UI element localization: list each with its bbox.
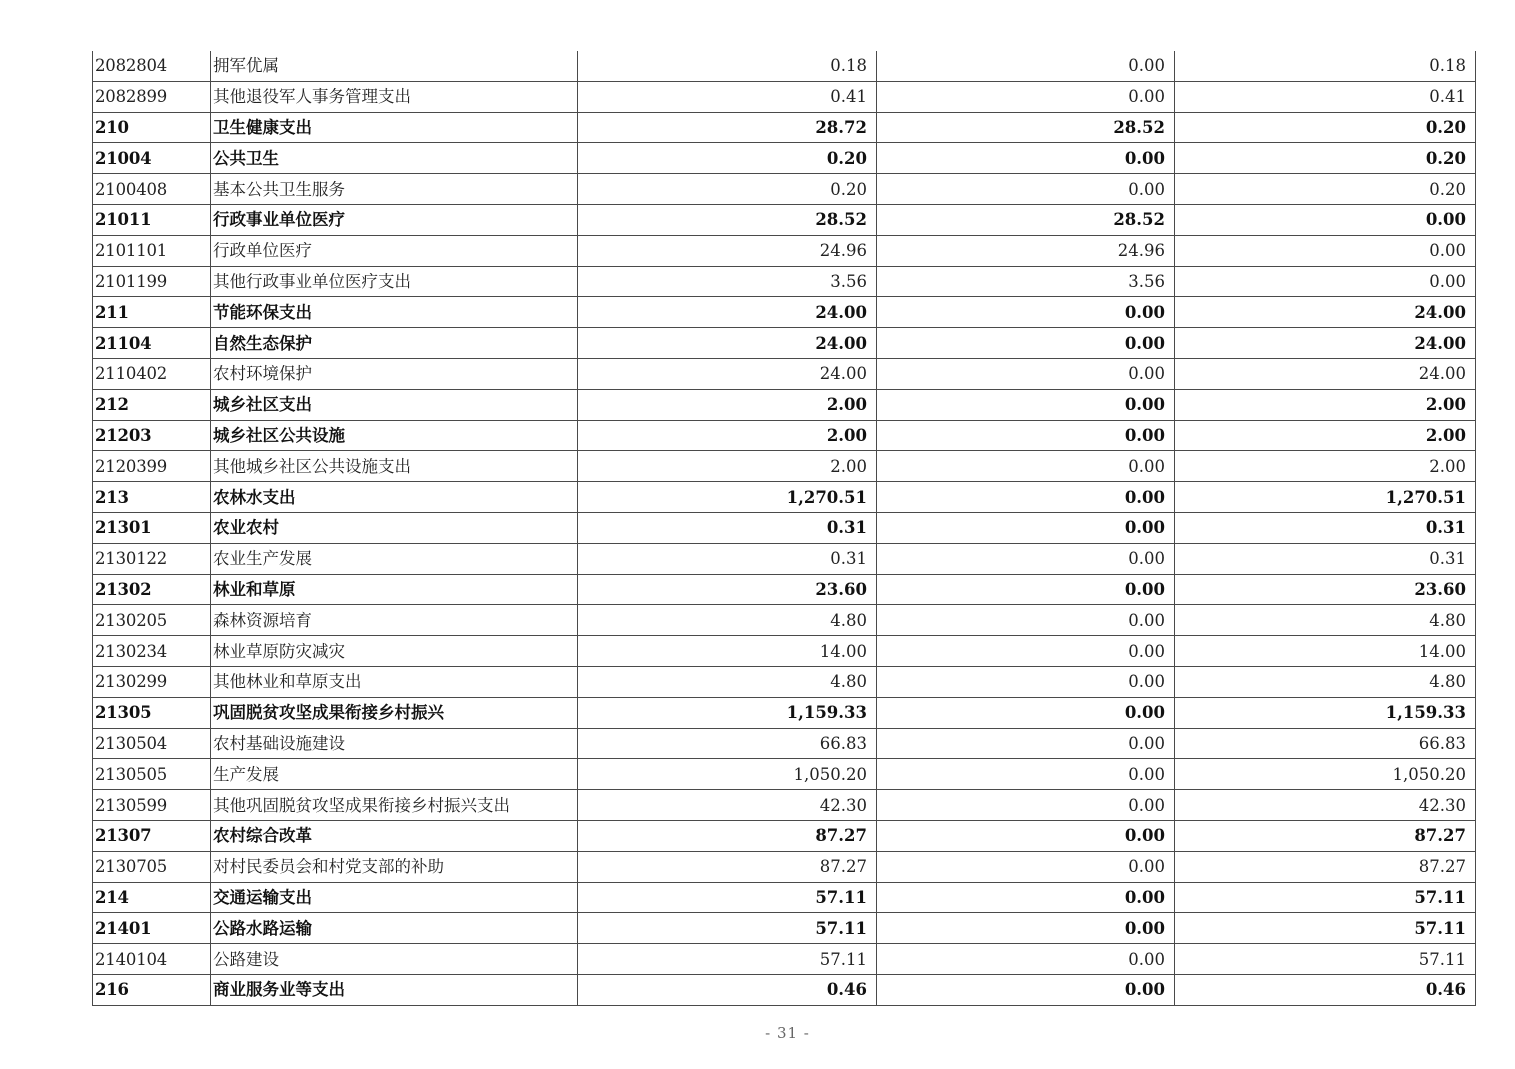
basic-expenditure-cell: 0.00 — [877, 482, 1175, 513]
table-row — [93, 574, 1476, 605]
basic-expenditure-cell: 0.00 — [877, 574, 1175, 605]
table-row — [93, 728, 1476, 759]
table-row — [93, 913, 1476, 944]
table-row — [93, 174, 1476, 205]
table-row — [93, 451, 1476, 482]
basic-expenditure-cell: 0.00 — [877, 297, 1175, 328]
table-row — [93, 51, 1476, 81]
subject-code-cell: 212 — [93, 389, 211, 420]
total-amount-cell: 0.31 — [578, 543, 877, 574]
subject-name-cell: 对村民委员会和村党支部的补助 — [211, 851, 578, 882]
table-row — [93, 81, 1476, 112]
total-amount-cell: 24.00 — [578, 328, 877, 359]
table-row — [93, 358, 1476, 389]
project-expenditure-cell: 4.80 — [1175, 666, 1476, 697]
project-expenditure-cell: 2.00 — [1175, 389, 1476, 420]
subject-code-cell: 2130234 — [93, 636, 211, 667]
project-expenditure-cell: 24.00 — [1175, 328, 1476, 359]
subject-name-cell: 巩固脱贫攻坚成果衔接乡村振兴 — [211, 697, 578, 728]
total-amount-cell: 24.00 — [578, 297, 877, 328]
total-amount-cell: 0.31 — [578, 512, 877, 543]
total-amount-cell: 87.27 — [578, 820, 877, 851]
project-expenditure-cell: 0.00 — [1175, 204, 1476, 235]
subject-name-cell: 自然生态保护 — [211, 328, 578, 359]
project-expenditure-cell: 0.00 — [1175, 235, 1476, 266]
subject-name-cell: 交通运输支出 — [211, 882, 578, 913]
project-expenditure-cell: 0.20 — [1175, 174, 1476, 205]
total-amount-cell: 42.30 — [578, 790, 877, 821]
subject-name-cell: 基本公共卫生服务 — [211, 174, 578, 205]
project-expenditure-cell: 0.31 — [1175, 543, 1476, 574]
total-amount-cell: 4.80 — [578, 605, 877, 636]
subject-name-cell: 其他城乡社区公共设施支出 — [211, 451, 578, 482]
basic-expenditure-cell: 0.00 — [877, 697, 1175, 728]
basic-expenditure-cell: 0.00 — [877, 944, 1175, 975]
subject-name-cell: 商业服务业等支出 — [211, 974, 578, 1005]
subject-code-cell: 2100408 — [93, 174, 211, 205]
basic-expenditure-cell: 0.00 — [877, 666, 1175, 697]
table-row — [93, 974, 1476, 1005]
total-amount-cell: 23.60 — [578, 574, 877, 605]
subject-name-cell: 其他行政事业单位医疗支出 — [211, 266, 578, 297]
subject-name-cell: 公路建设 — [211, 944, 578, 975]
basic-expenditure-cell: 0.00 — [877, 174, 1175, 205]
total-amount-cell: 2.00 — [578, 451, 877, 482]
table-row — [93, 482, 1476, 513]
total-amount-cell: 2.00 — [578, 389, 877, 420]
project-expenditure-cell: 66.83 — [1175, 728, 1476, 759]
page-number: - 31 - — [765, 1024, 810, 1042]
table-row — [93, 389, 1476, 420]
total-amount-cell: 28.52 — [578, 204, 877, 235]
subject-name-cell: 公路水路运输 — [211, 913, 578, 944]
basic-expenditure-cell: 0.00 — [877, 389, 1175, 420]
total-amount-cell: 0.20 — [578, 174, 877, 205]
subject-name-cell: 拥军优属 — [211, 51, 578, 81]
total-amount-cell: 28.72 — [578, 112, 877, 143]
subject-code-cell: 2110402 — [93, 358, 211, 389]
table-row — [93, 605, 1476, 636]
total-amount-cell: 0.46 — [578, 974, 877, 1005]
total-amount-cell: 0.41 — [578, 81, 877, 112]
subject-code-cell: 2130505 — [93, 759, 211, 790]
subject-name-cell: 卫生健康支出 — [211, 112, 578, 143]
table-row — [93, 266, 1476, 297]
subject-name-cell: 行政单位医疗 — [211, 235, 578, 266]
subject-name-cell: 林业和草原 — [211, 574, 578, 605]
basic-expenditure-cell: 0.00 — [877, 728, 1175, 759]
table-row — [93, 328, 1476, 359]
project-expenditure-cell: 87.27 — [1175, 820, 1476, 851]
project-expenditure-cell: 24.00 — [1175, 358, 1476, 389]
basic-expenditure-cell: 28.52 — [877, 112, 1175, 143]
table-row — [93, 666, 1476, 697]
subject-code-cell: 21104 — [93, 328, 211, 359]
basic-expenditure-cell: 0.00 — [877, 790, 1175, 821]
subject-code-cell: 210 — [93, 112, 211, 143]
project-expenditure-cell: 0.46 — [1175, 974, 1476, 1005]
project-expenditure-cell: 1,050.20 — [1175, 759, 1476, 790]
subject-name-cell: 城乡社区支出 — [211, 389, 578, 420]
subject-code-cell: 211 — [93, 297, 211, 328]
total-amount-cell: 2.00 — [578, 420, 877, 451]
subject-name-cell: 农村环境保护 — [211, 358, 578, 389]
project-expenditure-cell: 57.11 — [1175, 882, 1476, 913]
subject-name-cell: 农业生产发展 — [211, 543, 578, 574]
table-row — [93, 636, 1476, 667]
total-amount-cell: 66.83 — [578, 728, 877, 759]
subject-code-cell: 2130504 — [93, 728, 211, 759]
project-expenditure-cell: 24.00 — [1175, 297, 1476, 328]
basic-expenditure-cell: 0.00 — [877, 851, 1175, 882]
project-expenditure-cell: 57.11 — [1175, 913, 1476, 944]
table-row — [93, 820, 1476, 851]
total-amount-cell: 0.18 — [578, 51, 877, 81]
project-expenditure-cell: 87.27 — [1175, 851, 1476, 882]
subject-code-cell: 2120399 — [93, 451, 211, 482]
subject-code-cell: 2130705 — [93, 851, 211, 882]
basic-expenditure-cell: 0.00 — [877, 51, 1175, 81]
basic-expenditure-cell: 0.00 — [877, 913, 1175, 944]
subject-name-cell: 其他退役军人事务管理支出 — [211, 81, 578, 112]
total-amount-cell: 57.11 — [578, 913, 877, 944]
subject-code-cell: 2130205 — [93, 605, 211, 636]
table-row — [93, 420, 1476, 451]
project-expenditure-cell: 57.11 — [1175, 944, 1476, 975]
subject-code-cell: 213 — [93, 482, 211, 513]
subject-code-cell: 21011 — [93, 204, 211, 235]
basic-expenditure-cell: 0.00 — [877, 636, 1175, 667]
project-expenditure-cell: 42.30 — [1175, 790, 1476, 821]
subject-code-cell: 2140104 — [93, 944, 211, 975]
basic-expenditure-cell: 0.00 — [877, 451, 1175, 482]
project-expenditure-cell: 0.31 — [1175, 512, 1476, 543]
basic-expenditure-cell: 0.00 — [877, 820, 1175, 851]
subject-code-cell: 21301 — [93, 512, 211, 543]
total-amount-cell: 57.11 — [578, 882, 877, 913]
budget-table — [92, 51, 1476, 1006]
project-expenditure-cell: 1,159.33 — [1175, 697, 1476, 728]
table-row — [93, 882, 1476, 913]
table-row — [93, 204, 1476, 235]
subject-code-cell: 21203 — [93, 420, 211, 451]
project-expenditure-cell: 1,270.51 — [1175, 482, 1476, 513]
subject-name-cell: 林业草原防灾减灾 — [211, 636, 578, 667]
table-row — [93, 697, 1476, 728]
subject-code-cell: 216 — [93, 974, 211, 1005]
table-row — [93, 512, 1476, 543]
basic-expenditure-cell: 0.00 — [877, 143, 1175, 174]
basic-expenditure-cell: 0.00 — [877, 420, 1175, 451]
subject-code-cell: 2101101 — [93, 235, 211, 266]
total-amount-cell: 1,050.20 — [578, 759, 877, 790]
project-expenditure-cell: 0.00 — [1175, 266, 1476, 297]
project-expenditure-cell: 0.20 — [1175, 112, 1476, 143]
basic-expenditure-cell: 0.00 — [877, 358, 1175, 389]
subject-code-cell: 2101199 — [93, 266, 211, 297]
subject-code-cell: 21401 — [93, 913, 211, 944]
subject-code-cell: 214 — [93, 882, 211, 913]
basic-expenditure-cell: 0.00 — [877, 974, 1175, 1005]
basic-expenditure-cell: 0.00 — [877, 543, 1175, 574]
subject-name-cell: 行政事业单位医疗 — [211, 204, 578, 235]
basic-expenditure-cell: 0.00 — [877, 882, 1175, 913]
subject-code-cell: 2082899 — [93, 81, 211, 112]
table-body — [93, 51, 1476, 1005]
total-amount-cell: 24.96 — [578, 235, 877, 266]
subject-name-cell: 农业农村 — [211, 512, 578, 543]
subject-code-cell: 2130122 — [93, 543, 211, 574]
subject-name-cell: 城乡社区公共设施 — [211, 420, 578, 451]
project-expenditure-cell: 2.00 — [1175, 451, 1476, 482]
subject-name-cell: 其他林业和草原支出 — [211, 666, 578, 697]
subject-code-cell: 2130299 — [93, 666, 211, 697]
total-amount-cell: 57.11 — [578, 944, 877, 975]
project-expenditure-cell: 2.00 — [1175, 420, 1476, 451]
total-amount-cell: 1,159.33 — [578, 697, 877, 728]
table-row — [93, 297, 1476, 328]
subject-name-cell: 农村综合改革 — [211, 820, 578, 851]
table-row — [93, 790, 1476, 821]
subject-code-cell: 21307 — [93, 820, 211, 851]
subject-name-cell: 公共卫生 — [211, 143, 578, 174]
table-row — [93, 944, 1476, 975]
table-row — [93, 112, 1476, 143]
total-amount-cell: 0.20 — [578, 143, 877, 174]
project-expenditure-cell: 4.80 — [1175, 605, 1476, 636]
total-amount-cell: 1,270.51 — [578, 482, 877, 513]
table-row — [93, 235, 1476, 266]
basic-expenditure-cell: 28.52 — [877, 204, 1175, 235]
total-amount-cell: 3.56 — [578, 266, 877, 297]
basic-expenditure-cell: 0.00 — [877, 512, 1175, 543]
table-row — [93, 759, 1476, 790]
basic-expenditure-cell: 0.00 — [877, 605, 1175, 636]
subject-code-cell: 21305 — [93, 697, 211, 728]
subject-name-cell: 农林水支出 — [211, 482, 578, 513]
basic-expenditure-cell: 0.00 — [877, 759, 1175, 790]
total-amount-cell: 87.27 — [578, 851, 877, 882]
table-row — [93, 851, 1476, 882]
table-row — [93, 543, 1476, 574]
basic-expenditure-cell: 3.56 — [877, 266, 1175, 297]
subject-code-cell: 21004 — [93, 143, 211, 174]
subject-name-cell: 其他巩固脱贫攻坚成果衔接乡村振兴支出 — [211, 790, 578, 821]
basic-expenditure-cell: 24.96 — [877, 235, 1175, 266]
basic-expenditure-cell: 0.00 — [877, 81, 1175, 112]
table-row — [93, 143, 1476, 174]
project-expenditure-cell: 0.41 — [1175, 81, 1476, 112]
total-amount-cell: 4.80 — [578, 666, 877, 697]
subject-name-cell: 生产发展 — [211, 759, 578, 790]
subject-name-cell: 农村基础设施建设 — [211, 728, 578, 759]
total-amount-cell: 24.00 — [578, 358, 877, 389]
subject-name-cell: 节能环保支出 — [211, 297, 578, 328]
subject-code-cell: 21302 — [93, 574, 211, 605]
project-expenditure-cell: 0.18 — [1175, 51, 1476, 81]
project-expenditure-cell: 0.20 — [1175, 143, 1476, 174]
project-expenditure-cell: 23.60 — [1175, 574, 1476, 605]
subject-code-cell: 2130599 — [93, 790, 211, 821]
subject-name-cell: 森林资源培育 — [211, 605, 578, 636]
subject-code-cell: 2082804 — [93, 51, 211, 81]
total-amount-cell: 14.00 — [578, 636, 877, 667]
basic-expenditure-cell: 0.00 — [877, 328, 1175, 359]
project-expenditure-cell: 14.00 — [1175, 636, 1476, 667]
